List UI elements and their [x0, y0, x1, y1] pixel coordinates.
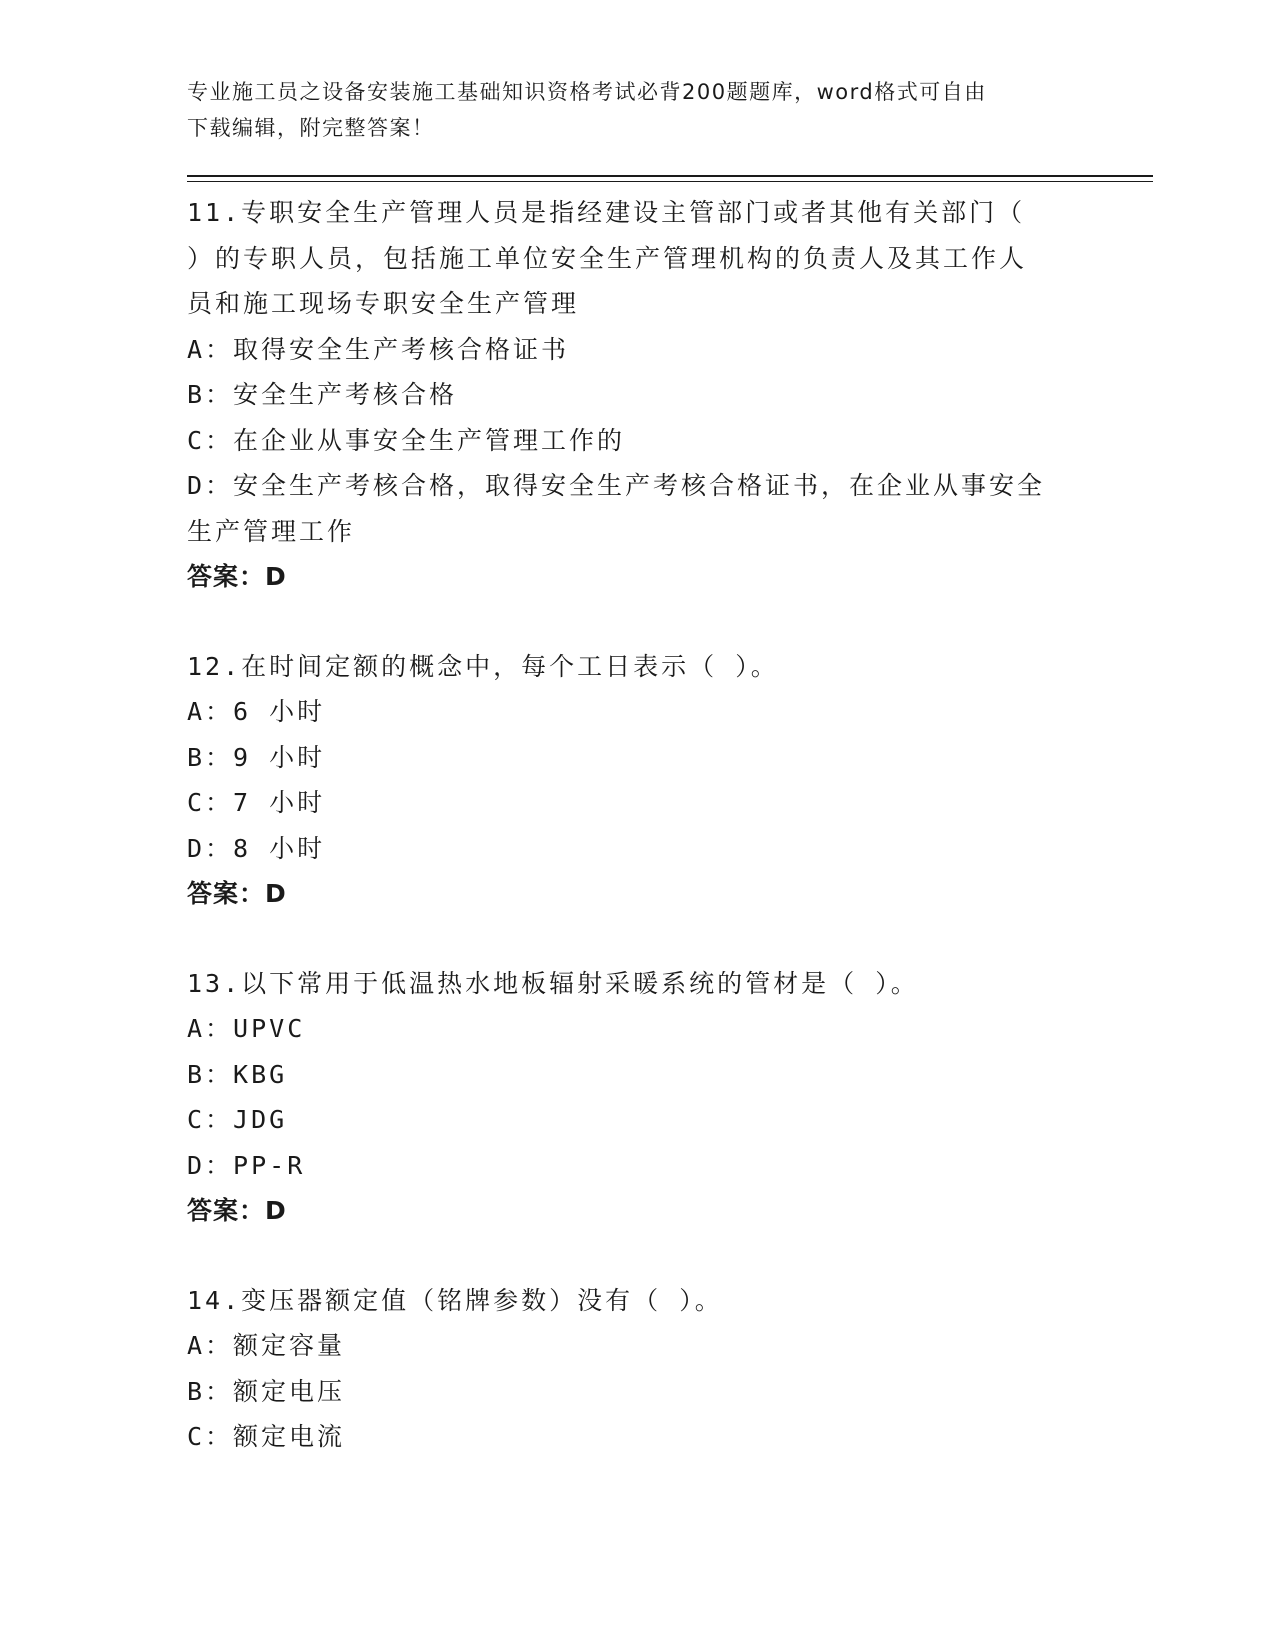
option-c: C：JDG	[187, 1105, 288, 1134]
option-b: B：额定电压	[187, 1376, 346, 1406]
option-b: B：KBG	[187, 1059, 288, 1089]
answer: 答案：D	[187, 1196, 287, 1225]
question-stem-line: 11.专职安全生产管理人员是指经建设主管部门或者其他有关部门（	[187, 198, 1026, 227]
question-12	[187, 644, 1087, 917]
option-c: C：7 小时	[187, 788, 326, 817]
option-c: C：额定电流	[187, 1422, 346, 1451]
question-11	[187, 190, 1087, 600]
option-b: B：安全生产考核合格	[187, 380, 458, 409]
question-14	[187, 1278, 1087, 1460]
header-line-1: 专业施工员之设备安装施工基础知识资格考试必背200题题库，word格式可自由	[187, 80, 987, 104]
header-divider-top	[187, 175, 1153, 177]
option-a: A：UPVC	[187, 1014, 306, 1043]
question-stem-line: 员和施工现场专职安全生产管理	[187, 289, 580, 318]
question-stem-line: 13.以下常用于低温热水地板辐射采暖系统的管材是（ ）。	[187, 968, 919, 998]
question-stem-line: 12.在时间定额的概念中，每个工日表示（ ）。	[187, 651, 779, 681]
option-c: C：在企业从事安全生产管理工作的	[187, 425, 626, 455]
question-13	[187, 961, 1087, 1234]
answer: 答案：D	[187, 879, 287, 908]
header-line-2: 下载编辑，附完整答案！	[187, 116, 435, 140]
question-stem-line: 14.变压器额定值（铭牌参数）没有（ ）。	[187, 1285, 723, 1315]
option-d: D：安全生产考核合格，取得安全生产考核合格证书，在企业从事安全	[187, 471, 1046, 500]
header-divider-bottom	[187, 181, 1153, 182]
option-a: A：6 小时	[187, 697, 326, 726]
option-a: A：取得安全生产考核合格证书	[187, 334, 570, 364]
option-a: A：额定容量	[187, 1331, 346, 1360]
option-d: D：8 小时	[187, 833, 326, 863]
option-d: D：PP-R	[187, 1150, 306, 1180]
option-d-continuation: 生产管理工作	[187, 516, 356, 546]
question-list	[187, 190, 1087, 1504]
answer: 答案：D	[187, 562, 287, 591]
option-b: B：9 小时	[187, 742, 326, 772]
document-header	[187, 74, 1077, 146]
question-stem-line: ）的专职人员，包括施工单位安全生产管理机构的负责人及其工作人	[187, 243, 1028, 273]
